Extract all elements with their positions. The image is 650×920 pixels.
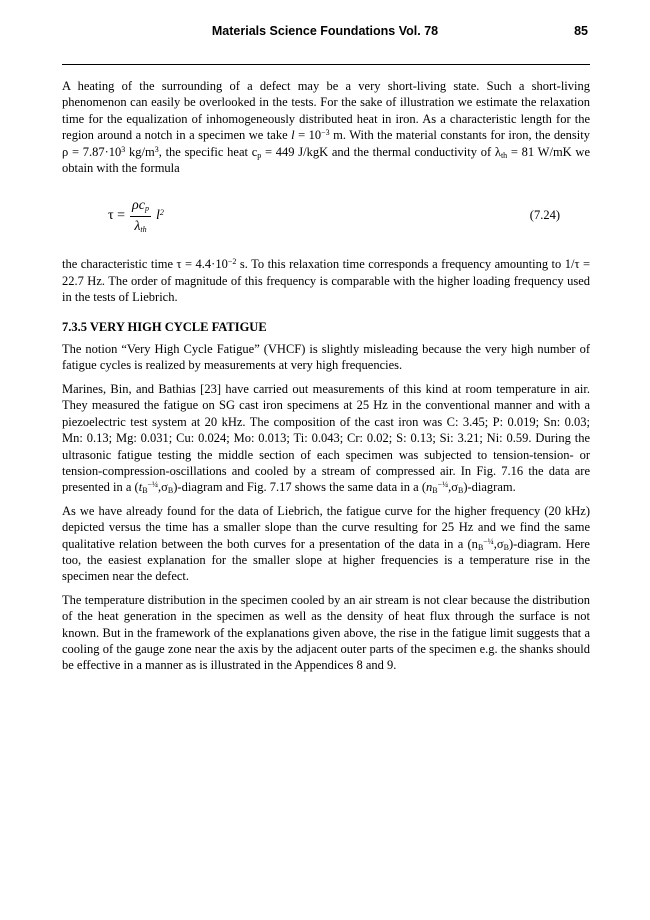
body-text bbox=[62, 78, 590, 681]
equation-7-24 bbox=[62, 190, 590, 242]
paragraph-fatigue-slope: As we have already found for the data of Liebrich, the fatigue curve for the higher frequency (20 kHz) depicted versus the time has a smaller slope than the curve resulting for 25 Hz and we find the same qualitative relation between the both curves for a presentation of the data in a $(n_B^{-\frac{1}{4}},\sigma_B)$-diagram. Here too, the easiest explanation for the smaller slope at higher frequencies is a temperature rise in the specimen near the defect. bbox=[62, 503, 590, 584]
equation-denominator: $\lambda_{th}$ bbox=[130, 216, 150, 235]
equation-numerator: $\rho c_p$ bbox=[132, 197, 149, 213]
section-heading: 7.3.5 VERY HIGH CYCLE FATIGUE bbox=[62, 319, 267, 334]
equation-body bbox=[108, 190, 164, 242]
paragraph-temperature-distribution: The temperature distribution in the specimen cooled by an air stream is not clear because the distribution of the heat generation in the specimen as well as the density of heat flux through the surface is not known. But in the framework of the explanations given above, the rise in the fatigue limit suggests that a cooling of the gauge zone near the axis by the adjacent outer parts of the specimen e.g. the shanks should be effective in a manner as is illustrated in the Appendices 8 and 9. bbox=[62, 592, 590, 673]
equation-fraction bbox=[128, 198, 153, 236]
journal-title: Materials Science Foundations Vol. 78 bbox=[211, 24, 439, 38]
equation-rhs: $l^2$ bbox=[155, 208, 164, 224]
running-header bbox=[62, 24, 588, 42]
header-rule bbox=[62, 64, 590, 65]
paragraph-vhcf-notion: The notion “Very High Cycle Fatigue” (VHCF) is slightly misleading because the very high number of fatigue cycles is realized by measurements at very high frequencies. bbox=[62, 342, 590, 373]
page-number: 85 bbox=[574, 24, 588, 38]
equation-number: (7.24) bbox=[529, 208, 560, 223]
paragraph-relaxation-intro: A heating of the surrounding of a defect may be a very short-living state. Such a short-living phenomenon can easily be overlooked in the tests. For the sake of illustration we estimate the relaxation time for the equalization of inhomogeneously distributed heat in iron. As a characteristic length for the region around a notch in a specimen we take $l = 10^{-3}$ m. With the material constants for iron, the density $\rho = 7.87\cdot 10^3$ $kg/m^3$, the specific heat $c_p = 449$ J/kgK and the thermal conductivity of $\lambda_{th} = 81$ W/mK we obtain with the formula bbox=[62, 79, 591, 176]
equation-lhs: τ = bbox=[108, 208, 126, 224]
paragraph-marines-measurements: Marines, Bin, and Bathias [23] have carried out measurements of this kind at room temperature in air. They measured the fatigue on SG cast iron specimens at 25 Hz in the conventional manner and with a piezoelectric test system at 20 kHz. The composition of the cast iron was C: 3.45; P: 0.019; Sn: 0.03; Mn: 0.13; Mg: 0.031; Cu: 0.024; Mo: 0.013; Ti: 0.043; Cr: 0.02; S: 0.13; Si: 3.21; Ni: 0.59. During the ultrasonic fatigue testing the middle section of each specimen was subjected to tension-tension- or tension-compression-oscillations and cooled by a stream of compressed air. In Fig. 7.16 the data are presented in a $(t_B^{-\frac{1}{4}},\sigma_B)$-diagram and Fig. 7.17 shows the same data in a $(n_B^{-\frac{1}{4}},\sigma_B)$-diagram. bbox=[62, 381, 590, 496]
paragraph-characteristic-time: the characteristic time $\tau = 4.4\cdot 10^{-2}$ s. To this relaxation time corresponds a frequency amounting to 1/τ = 22.7 Hz. The order of magnitude of this frequency is comparable with the higher loading frequency used in the tests of Liebrich. bbox=[62, 257, 591, 305]
